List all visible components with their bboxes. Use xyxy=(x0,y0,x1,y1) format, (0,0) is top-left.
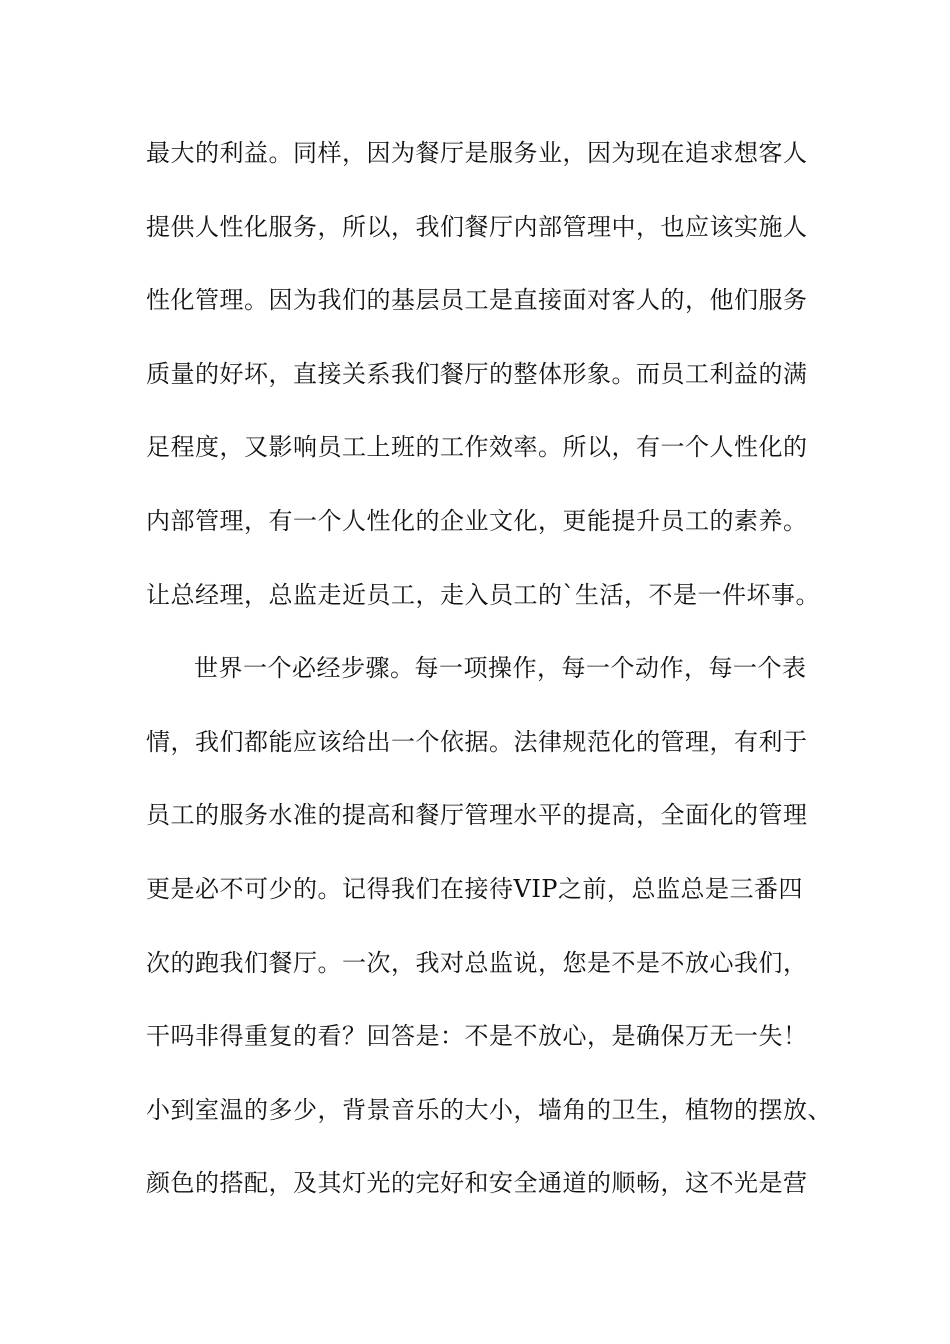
text-line-1: 最大的利益。同样，因为餐厅是服务业，因为现在追求想客人 xyxy=(146,139,808,167)
text-line-10: 员工的服务水准的提高和餐厅管理水平的提高，全面化的管理 xyxy=(146,801,808,830)
text-line-14: 小到室温的多少，背景音乐的大小，墙角的卫生，植物的摆放、 xyxy=(146,1095,832,1124)
text-line-3: 性化管理。因为我们的基层员工是直接面对客人的，他们服务 xyxy=(146,286,808,315)
text-line-9: 情，我们都能应该给出一个依据。法律规范化的管理，有利于 xyxy=(146,727,808,756)
text-line-13: 干吗非得重复的看？回答是：不是不放心，是确保万无一失！ xyxy=(146,1022,808,1051)
text-line-12: 次的跑我们餐厅。一次，我对总监说，您是不是不放心我们， xyxy=(146,948,808,977)
text-line-8-paragraph-start: 世界一个必经步骤。每一项操作，每一个动作，每一个表 xyxy=(194,654,807,683)
body-text xyxy=(146,127,846,1231)
text-line-2: 提供人性化服务，所以，我们餐厅内部管理中，也应该实施人 xyxy=(146,212,808,241)
text-line-6: 内部管理，有一个人性化的企业文化，更能提升员工的素养。 xyxy=(146,506,808,535)
text-line-11: 更是必不可少的。记得我们在接待VIP之前，总监总是三番四 xyxy=(146,874,803,903)
text-line-7: 让总经理，总监走近员工，走入员工的`生活，不是一件坏事。 xyxy=(146,580,820,609)
text-line-4: 质量的好坏，直接关系我们餐厅的整体形象。而员工利益的满 xyxy=(146,359,808,388)
text-line-15: 颜色的搭配，及其灯光的完好和安全通道的顺畅，这不光是营 xyxy=(146,1169,808,1198)
text-line-5: 足程度，又影响员工上班的工作效率。所以，有一个人性化的 xyxy=(146,433,808,462)
